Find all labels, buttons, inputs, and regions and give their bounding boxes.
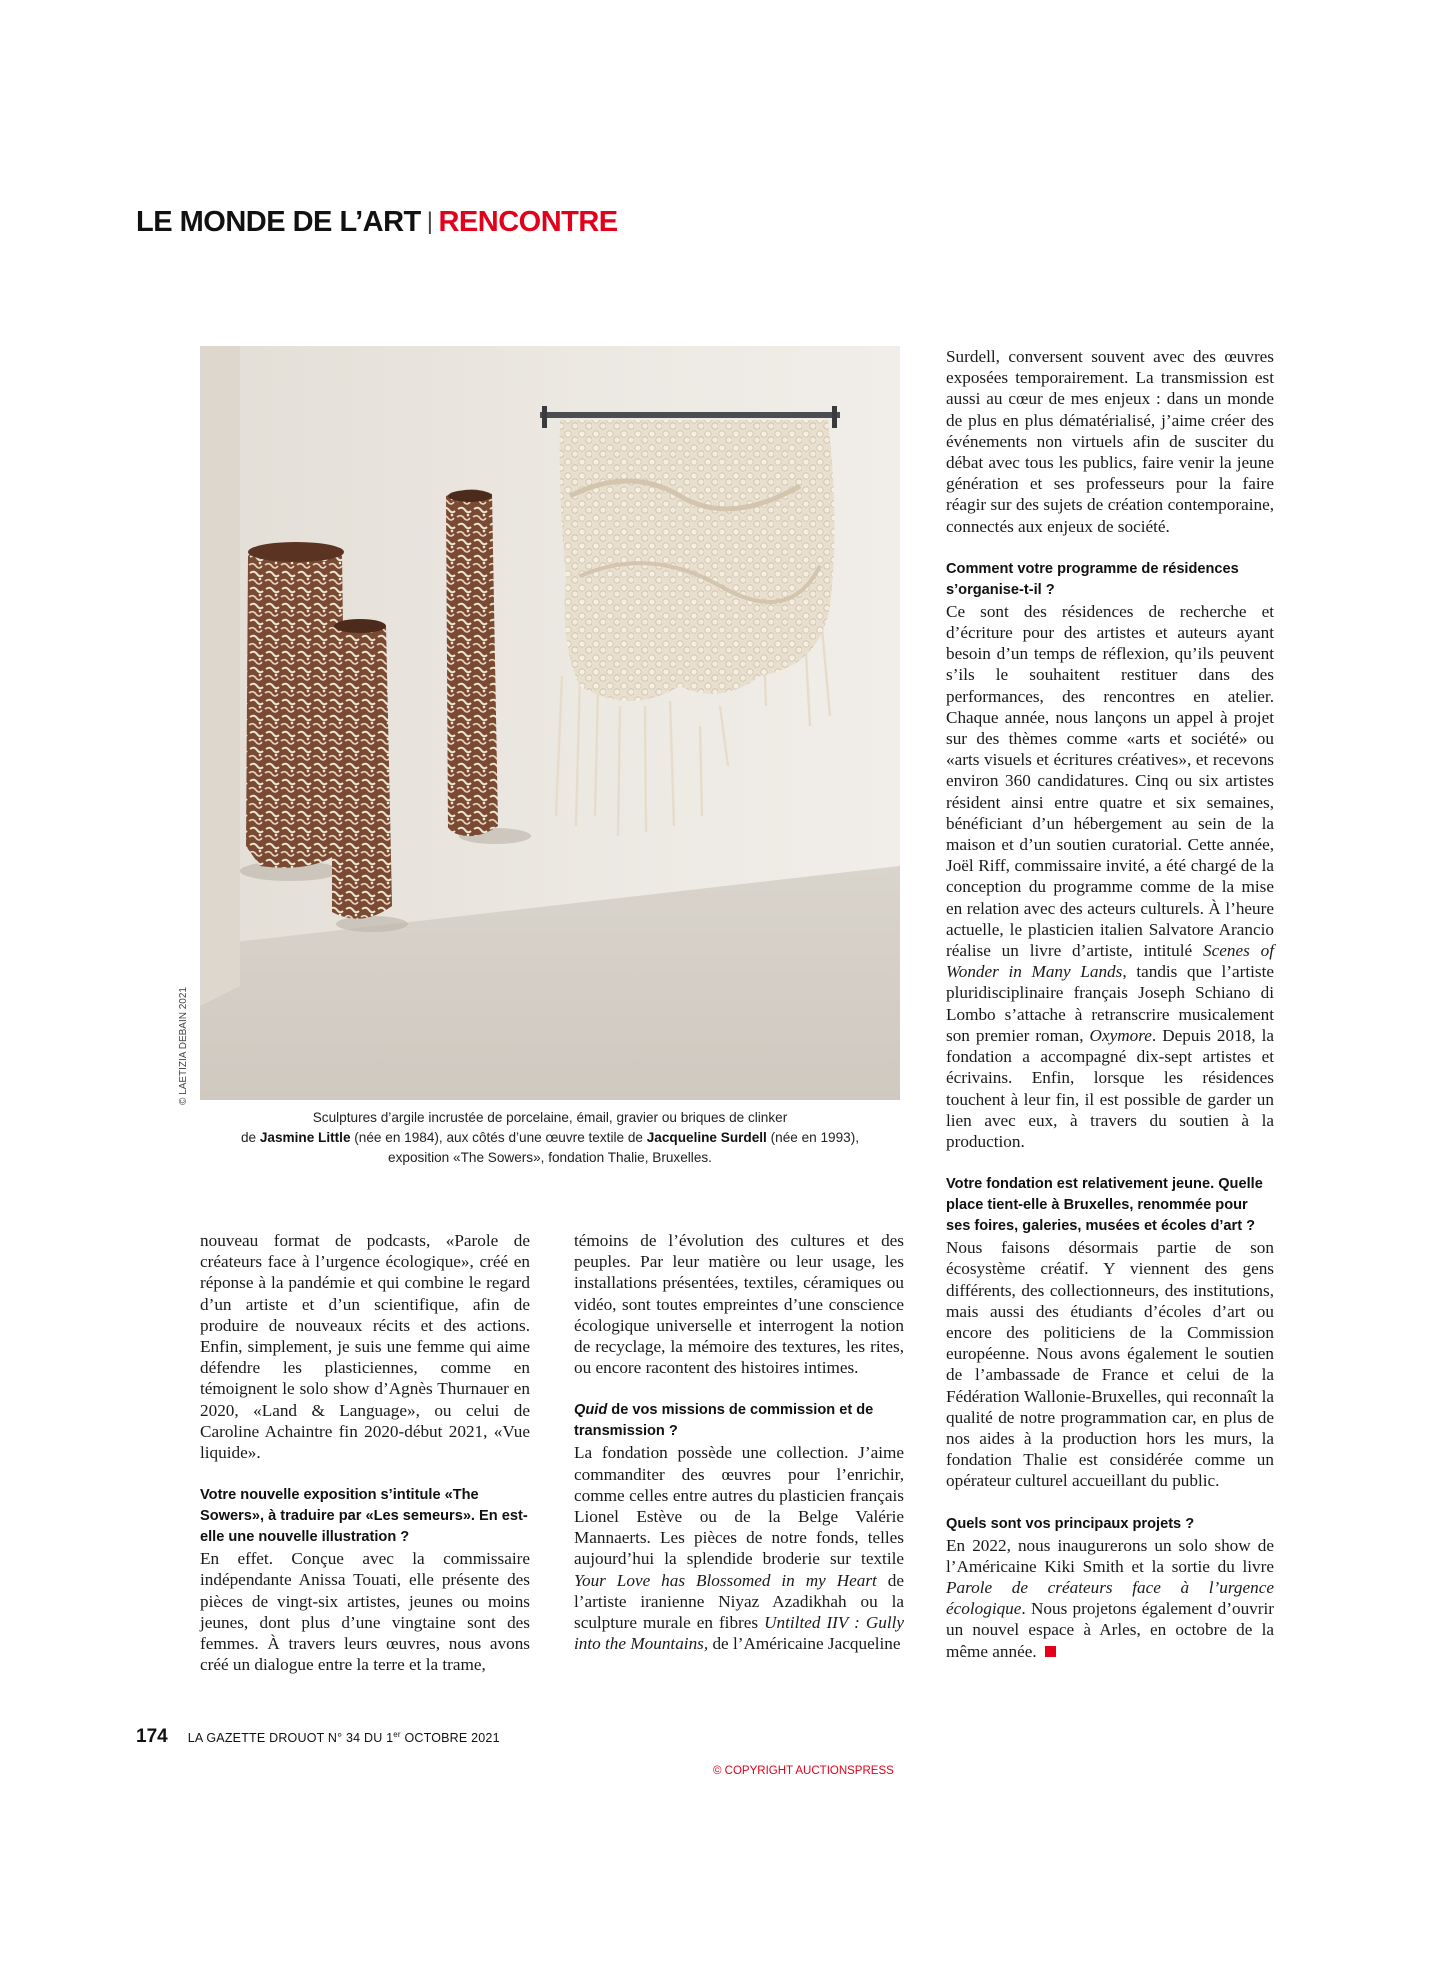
text-column-1: [200, 1230, 530, 1675]
paragraph: témoins de l’évolution des cultures et des peuples. Par leur matière ou leur usage, les installations présentées, textiles, céramiques ou vidéo, sont toutes empreintes d’une conscience écologique universelle et interrogent la notion de recyclage, la mémoire des textures, les rites, ou encore racontent des histoires intimes.: [574, 1231, 904, 1378]
paragraph: En 2022, nous inaugurerons un solo show de l’Américaine Kiki Smith et la sortie du livre Parole de créateurs face à l’urgence écologique. Nous projetons également d’ouvrir un nouvel espace à Arles, en octobre de la même année.: [946, 1535, 1274, 1661]
section-separator: |: [426, 208, 433, 235]
interview-question: Quid de vos missions de commission et de transmission ?: [574, 1402, 874, 1440]
interview-question: Votre fondation est relativement jeune. Quelle place tient-elle à Bruxelles, renommée pour ses foires, galeries, musées et écoles d’art ?: [946, 1176, 1263, 1235]
book-title: Scenes of Wonder in Many Lands: [946, 941, 1274, 982]
artwork-title: Your Love has Blossomed in my Heart: [574, 1570, 877, 1590]
page-number: 174: [136, 1726, 168, 1747]
paragraph: Nous faisons désormais partie de son écosystème créatif. Y viennent des gens différents, des collectionneurs, des institutions, mais aussi des étudiants d’écoles d’art ou encore des politiciens de la Commission européenne. Nous avons également le soutien de l’ambassade de France et celui de la Fédération Wallonie-Bruxelles, qui reconnaît la qualité de notre programmation car, en plus de nos aides à la production hors les murs, la fondation Thalie est considérée comme un opérateur culturel accueillant du public.: [946, 1238, 1274, 1491]
caption-line: de Jasmine Little (née en 1984), aux côtés d’une œuvre textile de Jacqueline Surdell (née en 1993),: [240, 1130, 860, 1145]
magazine-issue: LA GAZETTE DROUOT N° 34 DU 1er OCTOBRE 2021: [187, 1729, 500, 1745]
end-mark-icon: [1045, 1646, 1056, 1657]
paragraph: Surdell, conversent souvent avec des œuvres exposées temporairement. La transmission est aussi au cœur de mes enjeux : dans un monde de plus en plus dématérialisé, j’aime créer des événements non virtuels afin de susciter du débat avec tous les publics, faire venir la jeune génération et ses professeurs pour la faire réagir sur des sujets de création contemporaine, connectés aux enjeux de société.: [946, 347, 1274, 536]
caption-line: exposition «The Sowers», fondation Thalie, Bruxelles.: [388, 1150, 712, 1165]
book-title: Parole de créateurs face à l’urgence écologique: [946, 1577, 1274, 1619]
photo-caption: [200, 1108, 900, 1168]
copyright-notice: © COPYRIGHT AUCTIONSPRESS: [713, 1765, 894, 1777]
page-footer: [136, 1726, 500, 1748]
interview-question: Comment votre programme de résidences s’organise-t-il ?: [946, 560, 1239, 598]
exhibition-photo: [200, 346, 900, 1100]
paragraph: nouveau format de podcasts, «Parole de créateurs face à l’urgence écologique», créé en réponse à la pandémie et qui combine le regard d’un artiste et d’un scientifique, afin de produire de nouveaux récits et des actions. Enfin, simplement, je suis une femme qui aime défendre les plasticiennes, comme en témoignent le solo show d’Agnès Thurnauer en 2020, «Land & Language», ou celui de Caroline Achaintre fin 2020-début 2021, «Vue liquide».: [200, 1231, 530, 1463]
interview-question: Votre nouvelle exposition s’intitule «The Sowers», à traduire par «Les semeurs». En est-elle une nouvelle illustration ?: [200, 1487, 528, 1546]
text-column-3: [946, 346, 1274, 1662]
interview-question: Quels sont vos principaux projets ?: [946, 1515, 1195, 1532]
section-header: [136, 206, 618, 239]
caption-line: Sculptures d’argile incrustée de porcelaine, émail, gravier ou briques de clinker: [312, 1110, 788, 1125]
paragraph: En effet. Conçue avec la commissaire indépendante Anissa Touati, elle présente des pièces de vingt-six artistes, jeunes ou moins jeunes, dont plus d’une vingtaine sont des femmes. À travers leurs œuvres, nous avons créé un dialogue entre la terre et la trame,: [200, 1549, 530, 1675]
paragraph: Ce sont des résidences de recherche et d’écriture pour des artistes et auteurs ayant besoin d’un temps de réflexion, qu’ils peuvent s’ils le souhaitent restituer dans des performances, des rencontres en atelier. Chaque année, nous lançons un appel à projet sur des thèmes comme «arts et société» ou «arts visuels et écritures créatives», et recevons environ 360 candidatures. Cinq ou six artistes résident ainsi entre quatre et six semaines, bénéficiant d’un hébergement au sein de la maison et d’un soutien curatorial. Cette année, Joël Riff, commissaire invité, a été chargé de la conception du programme comme de la mise en relation avec des acteurs culturels. À l’heure actuelle, le plasticien italien Salvatore Arancio réalise un livre d’artiste, intitulé Scenes of Wonder in Many Lands, tandis que l’artiste pluridisciplinaire français Joseph Schiano di Lombo s’attache à retranscrire musicalement son premier roman, Oxymore. Depuis 2018, la fondation a accompagné dix-sept artistes et écrivains. Enfin, lorsque les résidences touchent à leur fin, il est possible de garder un lien avec eux, à travers du soutien à la production.: [946, 601, 1274, 1151]
artist-name: Jacqueline Surdell: [646, 1130, 767, 1145]
text-column-2: [574, 1230, 904, 1654]
artwork-title: Untilted IIV : Gully into the Mountains,: [574, 1613, 905, 1654]
section-subtitle: RENCONTRE: [438, 206, 618, 238]
book-title: Oxymore: [1089, 1025, 1152, 1045]
section-title: LE MONDE DE L’ART: [136, 206, 421, 238]
photo-credit: © LAETIZIA DEBAIN 2021: [178, 987, 189, 1105]
paragraph: La fondation possède une collection. J’aime commanditer des œuvres pour l’enrichir, comme celles entre autres du plasticien français Lionel Estève ou de la Belge Valérie Mannaerts. Les pièces de notre fonds, telles aujourd’hui la splendide broderie sur textile Your Love has Blossomed in my Heart de l’artiste iranienne Niyaz Azadikhah ou la sculpture murale en fibres Untilted IIV : Gully into the Mountains, de l’Américaine Jacqueline: [574, 1443, 905, 1654]
artist-name: Jasmine Little: [259, 1130, 351, 1145]
